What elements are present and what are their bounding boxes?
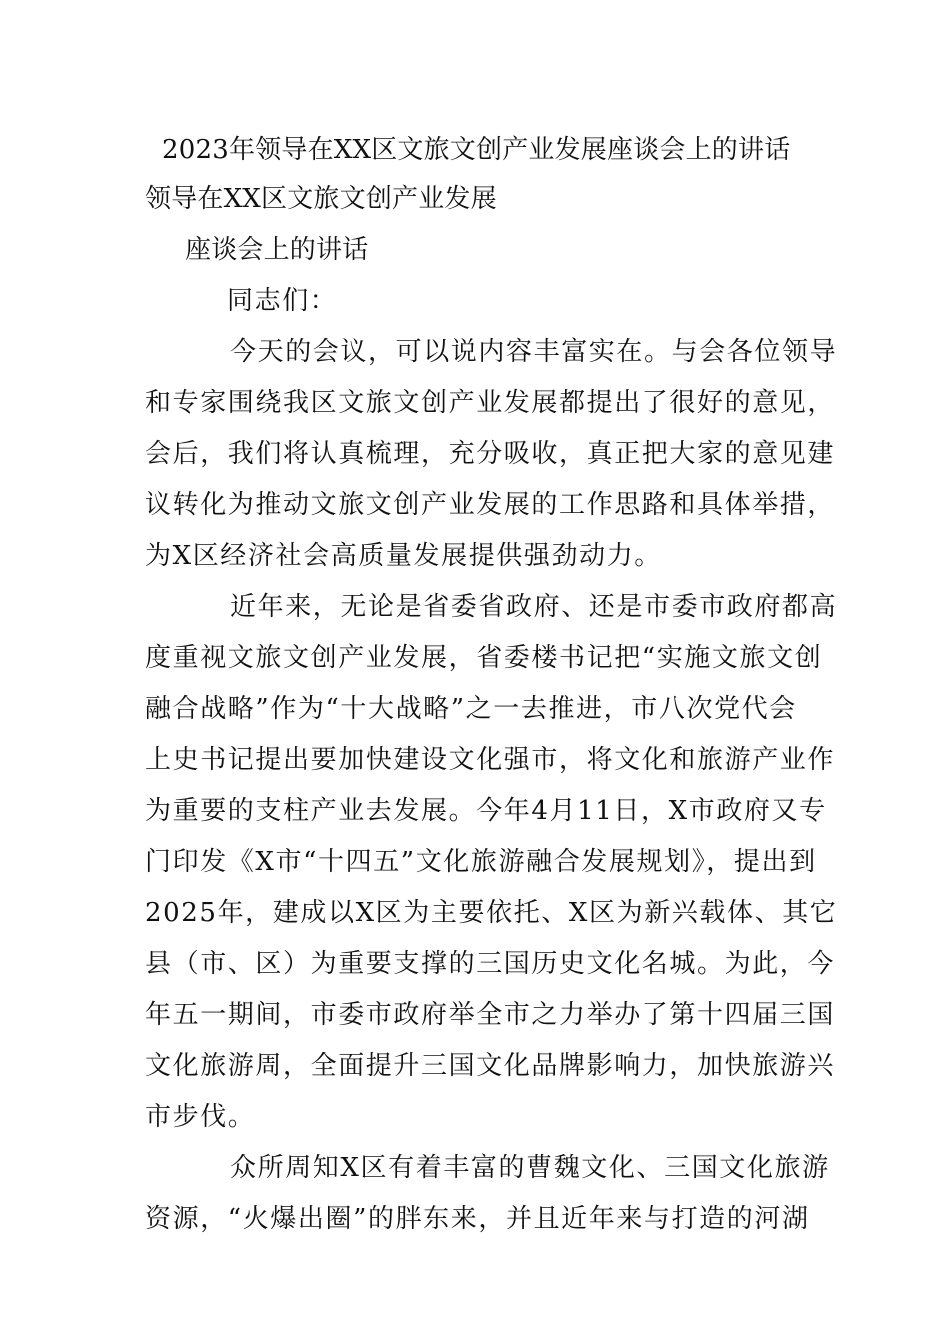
paragraph-2-line: 2025年，建成以X区为主要依托、X区为新兴载体、其它: [145, 898, 838, 928]
paragraph-2-line: 近年来，无论是省委省政府、还是市委市政府都高: [230, 592, 838, 622]
paragraph-1-line: 议转化为推动文旅文创产业发展的工作思路和具体举措，: [145, 490, 836, 520]
paragraph-2-line: 县（市、区）为重要支撑的三国历史文化名城。为此，今: [145, 949, 836, 979]
subtitle-line-1: 领导在XX区文旅文创产业发展: [145, 184, 497, 214]
paragraph-2-line: 融合战略”作为“十大战略”之一去推进，市八次党代会: [145, 694, 797, 724]
paragraph-2-line: 市步伐。: [145, 1102, 256, 1132]
document-title: 2023年领导在XX区文旅文创产业发展座谈会上的讲话: [162, 135, 791, 165]
salutation: 同志们：: [227, 286, 338, 316]
paragraph-2-line: 门印发《X市“十四五”文化旅游融合发展规划》，提出到: [145, 847, 817, 877]
paragraph-3-line: 资源，“火爆出圈”的胖东来，并且近年来与打造的河湖: [145, 1204, 810, 1234]
paragraph-1-line: 会后，我们将认真梳理，充分吸收，真正把大家的意见建: [145, 439, 836, 469]
subtitle-line-2: 座谈会上的讲话: [185, 235, 369, 265]
paragraph-2-line: 上史书记提出要加快建设文化强市，将文化和旅游产业作: [145, 745, 836, 775]
paragraph-1-line: 为X区经济社会高质量发展提供强劲动力。: [145, 541, 662, 571]
paragraph-3-line: 众所周知X区有着丰富的曹魏文化、三国文化旅游: [230, 1153, 830, 1183]
paragraph-2-line: 为重要的支柱产业去发展。今年4月11日，X市政府又专: [145, 796, 827, 826]
paragraph-2-line: 年五一期间，市委市政府举全市之力举办了第十四届三国: [145, 1000, 836, 1030]
paragraph-1-line: 今天的会议，可以说内容丰富实在。与会各位领导: [230, 337, 838, 367]
paragraph-1-line: 和专家围绕我区文旅文创产业发展都提出了很好的意见，: [145, 388, 836, 418]
paragraph-2-line: 度重视文旅文创产业发展，省委楼书记把“实施文旅文创: [145, 643, 823, 673]
paragraph-2-line: 文化旅游周，全面提升三国文化品牌影响力，加快旅游兴: [145, 1051, 836, 1081]
